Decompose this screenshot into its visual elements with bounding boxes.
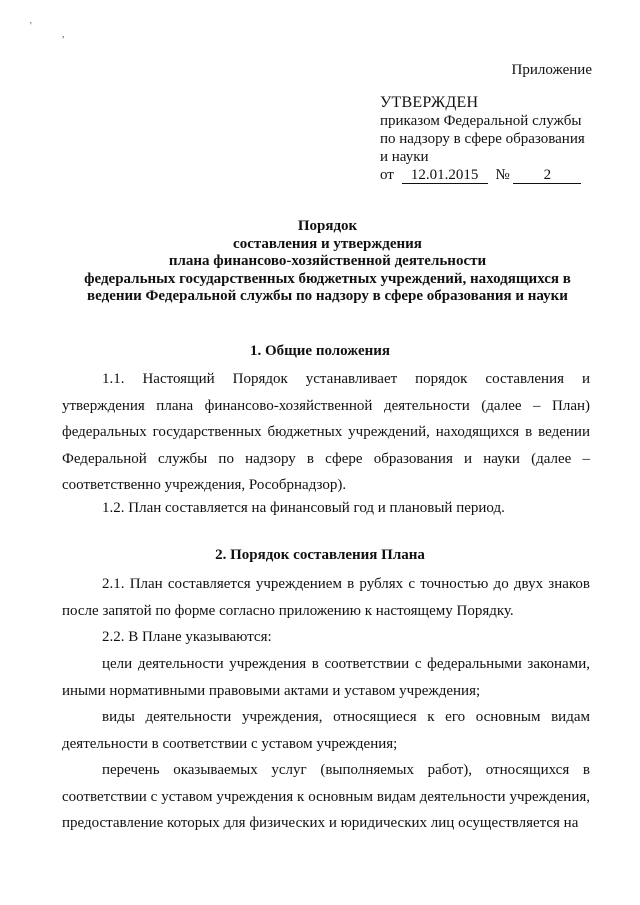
document-title (40, 218, 615, 306)
paragraph: 1.1. Настоящий Порядок устанавливает порядок составления и утверждения плана финансово-хозяйственной деятельности (далее – План) федеральных государственных бюджетных учреждений, находящихся в ведении Федеральной службы по надзору в сфере образования и науки (далее – соответственно учреждения, Рособрнадзор). (62, 371, 590, 493)
approval-heading: УТВЕРЖДЕН (380, 94, 479, 111)
paragraph: перечень оказываемых услуг (выполняемых работ), относящихся в соответствии с уставом учреждения к основным видам деятельности учреждения, предоставление которых для физических и юридических лиц осуществляется на (62, 762, 590, 831)
approval-line: по надзору в сфере образования (380, 131, 585, 147)
title-line: ведении Федеральной службы по надзору в сфере образования и науки (87, 288, 568, 304)
approval-line: и науки (380, 149, 429, 165)
title-line: федеральных государственных бюджетных учреждений, находящихся в (84, 270, 571, 287)
scan-artifact: ' (30, 21, 32, 32)
title-line: Порядок (297, 218, 358, 234)
title-line: плана финансово-хозяйственной деятельности (168, 253, 487, 269)
paragraph: 1.2. План составляется на финансовый год и плановый период. (102, 500, 505, 516)
date-prefix: от (380, 167, 394, 183)
paragraph: виды деятельности учреждения, относящиеся к его основным видам деятельности в соответствии с уставом учреждения; (62, 709, 590, 752)
approval-number: 2 (513, 167, 581, 184)
section-heading: 2. Порядок составления Плана (215, 547, 425, 563)
scan-artifact: , (62, 29, 65, 40)
title-line: составления и утверждения (233, 235, 422, 252)
number-label: № (495, 167, 510, 183)
section-heading: 1. Общие положения (249, 343, 391, 359)
paragraph: цели деятельности учреждения в соответствии с федеральными законами, иными нормативными правовыми актами и уставом учреждения; (62, 656, 590, 699)
approval-date: 12.01.2015 (402, 167, 488, 184)
appendix-label: Приложение (511, 62, 592, 78)
approval-line: приказом Федеральной службы (380, 113, 582, 129)
paragraph: 2.1. План составляется учреждением в рублях с точностью до двух знаков после запятой по форме согласно приложению к настоящему Порядку. (62, 576, 590, 619)
approval-block (380, 94, 610, 184)
approval-date-line (380, 166, 610, 184)
paragraph: 2.2. В Плане указываются: (102, 629, 272, 645)
